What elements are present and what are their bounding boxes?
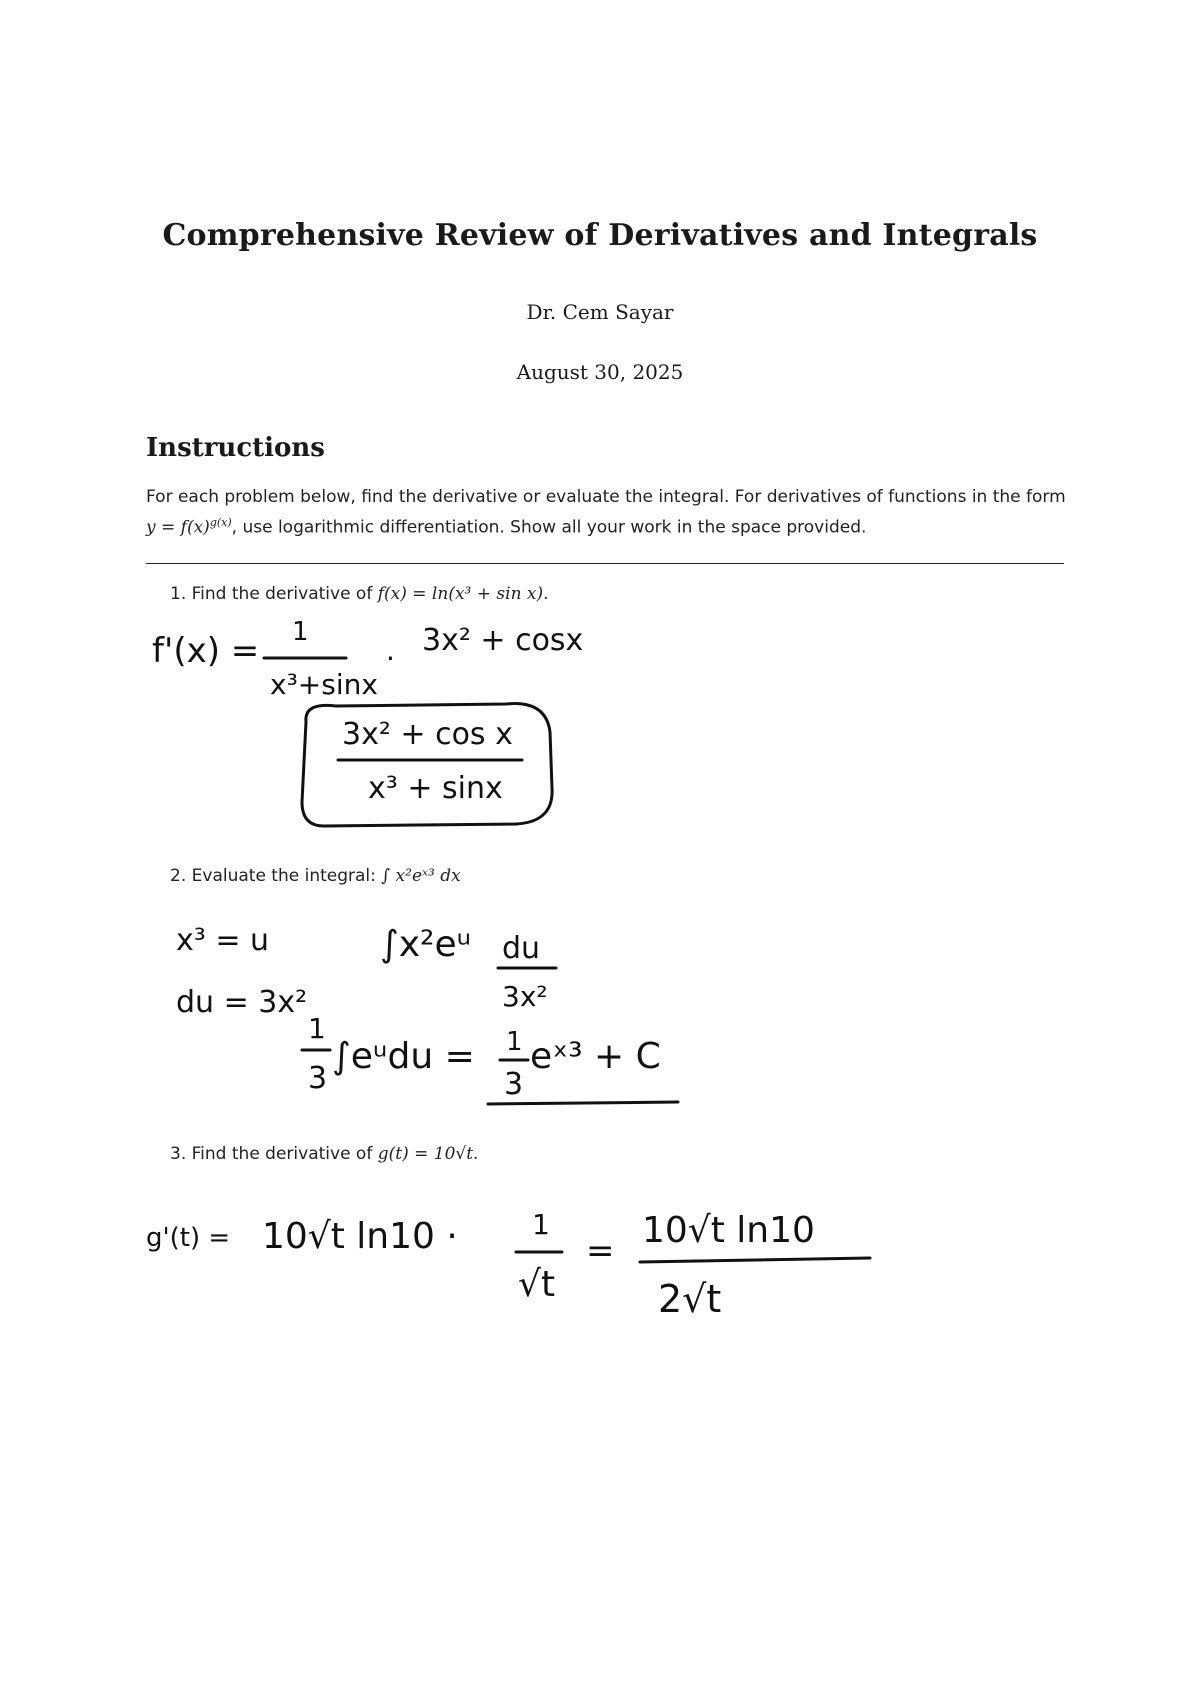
p2-hw-answer-underline — [488, 1102, 678, 1104]
p2-hw-answer-den: 3 — [504, 1067, 524, 1102]
instructions-form-exp: g(x) — [209, 516, 232, 529]
instructions-heading: Instructions — [146, 433, 325, 463]
p3-hw-answer-frac-bar — [640, 1258, 870, 1262]
problem-2-number: 2. — [170, 866, 187, 886]
instructions-text-part2: , use logarithmic differentiation. Show all your work in the space provided. — [231, 517, 867, 538]
p2-hw-integral: ∫x²eᵘ — [380, 924, 472, 965]
p1-hw-frac-num: 1 — [292, 617, 309, 647]
p2-hw-answer-num: 1 — [506, 1027, 523, 1057]
document-date: August 30, 2025 — [516, 360, 684, 384]
p2-hw-third-den: 3 — [308, 1061, 328, 1096]
instructions-form-expr: y = f(x) — [146, 517, 210, 538]
p2-hw-integral-den: 3x² — [502, 980, 548, 1013]
p3-hw-frac-num: 1 — [532, 1208, 550, 1241]
problem-3-number: 3. — [170, 1144, 187, 1164]
problem-2-handwritten-work — [146, 900, 686, 1120]
problem-1 — [170, 584, 549, 604]
p3-hw-mid: 10√t ln10 · — [262, 1216, 458, 1257]
p3-hw-lhs: g'(t) = — [146, 1223, 231, 1253]
p1-hw-boxed-num: 3x² + cos x — [342, 717, 513, 752]
problem-1-handwritten-work — [146, 612, 666, 842]
p1-hw-lhs: f'(x) = — [152, 631, 260, 671]
problem-1-expression: f(x) = ln(x³ + sin x). — [377, 584, 549, 604]
problem-2-work-canvas — [146, 900, 686, 1120]
problem-1-prompt: Find the derivative of — [191, 584, 373, 604]
instructions-text — [146, 484, 1066, 541]
p2-hw-answer-tail: eˣ³ + C — [530, 1036, 661, 1077]
problem-2-expression: ∫ x²eˣ³ dx — [381, 866, 461, 886]
p2-hw-sub2: du = 3x² — [176, 985, 308, 1020]
p1-hw-chain: 3x² + cosx — [422, 623, 584, 658]
p2-hw-step2: ∫eᵘdu = — [332, 1036, 475, 1077]
instructions-text-part1: For each problem below, find the derivative or evaluate the integral. For derivatives of functions in the form — [146, 487, 1066, 507]
document-title: Comprehensive Review of Derivatives and Integrals — [162, 218, 1038, 253]
p2-hw-integral-num: du — [502, 931, 541, 966]
document-author: Dr. Cem Sayar — [526, 300, 674, 324]
p2-hw-third-num: 1 — [308, 1012, 326, 1045]
problem-1-number: 1. — [170, 584, 187, 604]
problem-3 — [170, 1144, 478, 1164]
p3-hw-frac-den: √t — [518, 1264, 556, 1305]
problem-3-work-canvas — [146, 1190, 886, 1350]
section-divider — [146, 563, 1064, 564]
p1-hw-dot: · — [386, 642, 395, 675]
problem-3-prompt: Find the derivative of — [191, 1144, 373, 1164]
p2-hw-sub1: x³ = u — [176, 923, 270, 958]
p3-hw-equals: = — [586, 1231, 615, 1271]
problem-2 — [170, 866, 461, 886]
p3-hw-answer-num: 10√t ln10 — [642, 1210, 815, 1251]
p1-hw-frac-den: x³+sinx — [270, 668, 378, 701]
problem-3-handwritten-work — [146, 1190, 886, 1350]
problem-1-work-canvas — [146, 612, 666, 842]
problem-2-prompt: Evaluate the integral: — [191, 866, 376, 886]
p1-hw-boxed-den: x³ + sinx — [368, 771, 503, 806]
p3-hw-answer-den: 2√t — [658, 1277, 722, 1321]
problem-3-expression: g(t) = 10√t. — [377, 1144, 479, 1164]
